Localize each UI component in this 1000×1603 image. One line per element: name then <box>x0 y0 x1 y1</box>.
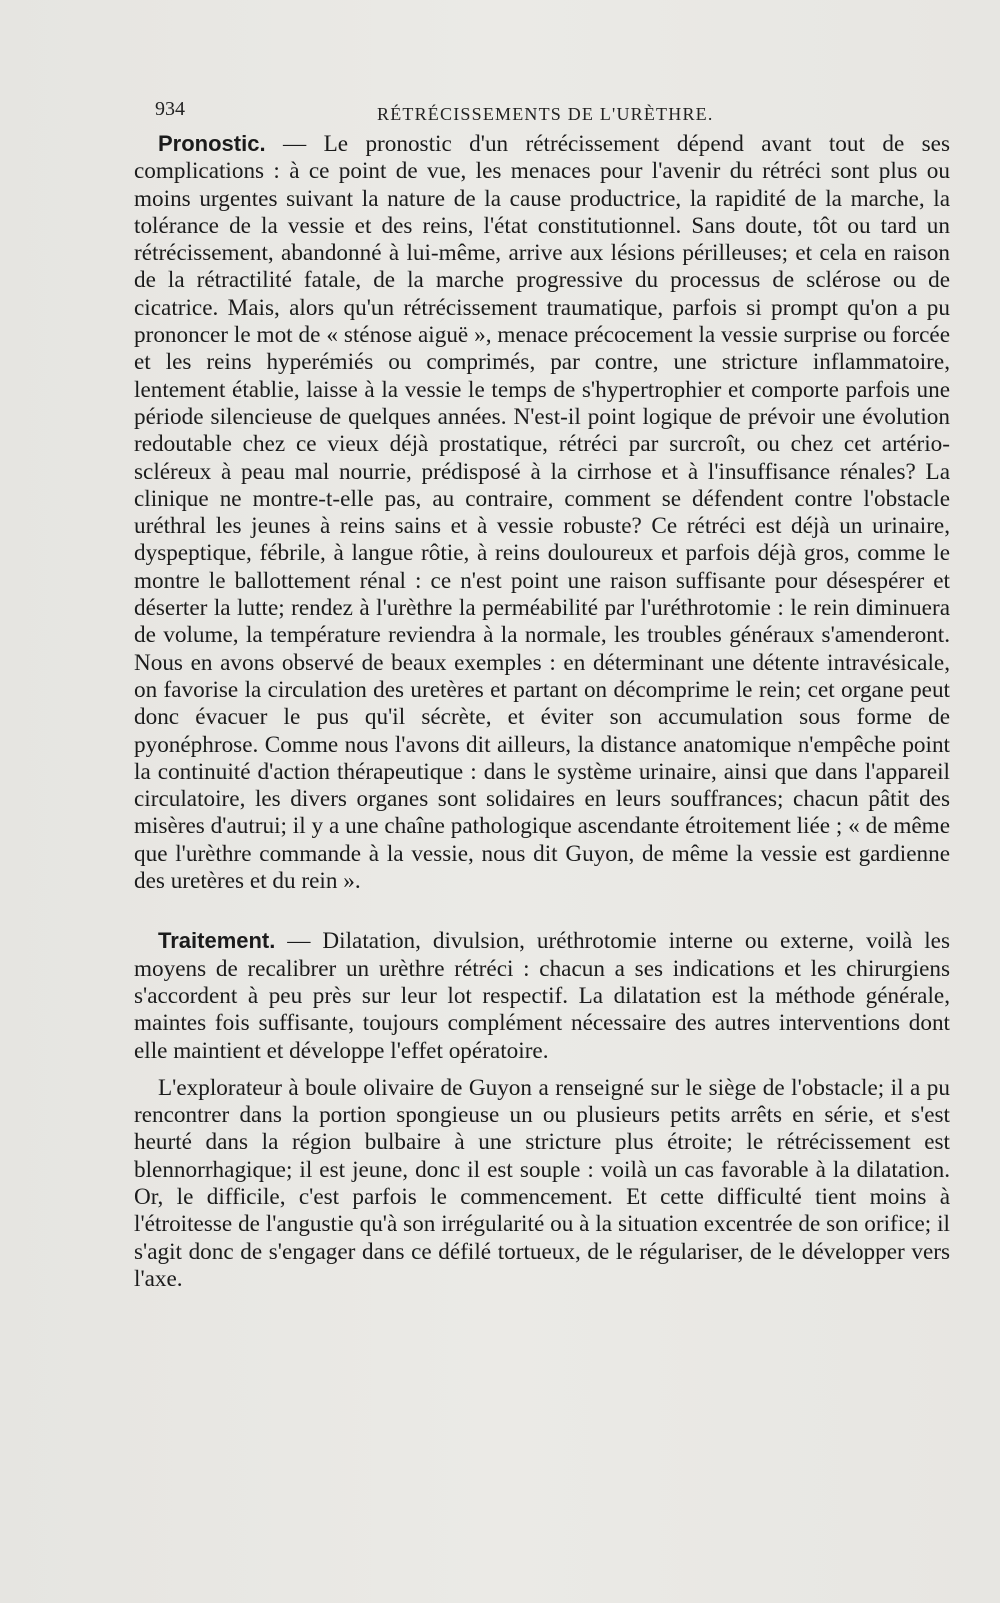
paragraph-spacer <box>134 1065 950 1075</box>
page-number: 934 <box>155 98 185 120</box>
body-text <box>134 130 950 1293</box>
pronostic-text: — Le pronostic d'un rétrécissement dépend avant tout de ses complications : à ce point de vue, les menaces pour l'avenir du rétréci sont plus ou moins urgentes suivant la nature de la cause productrice, la rapidité de la marche, la tolérance de la vessie et des reins, l'état constitutionnel. Sans doute, tôt ou tard un rétrécissement, abandonné à lui-même, arrive aux lésions périlleuses; et cela en raison de la rétractilité fatale, de la marche progressive du processus de sclérose ou de cicatrice. Mais, alors qu'un rétrécissement traumatique, parfois si prompt qu'on a pu prononcer le mot de « sténose aiguë », menace précocement la vessie surprise ou forcée et les reins hyperémiés ou comprimés, par contre, une stricture inflammatoire, lentement établie, laisse à la vessie le temps de s'hypertrophier et comporte parfois une période silencieuse de quelques années. N'est-il point logique de prévoir une évolution redoutable chez ce vieux déjà prostatique, rétréci par surcroît, ou chez cet artério-scléreux à peau mal nourrie, prédisposé à la cirrhose et à l'insuffisance rénales? La clinique ne montre-t-elle pas, au contraire, comment se défendent contre l'obstacle uréthral les jeunes à reins sains et à vessie robuste? Ce rétréci est déjà un urinaire, dyspeptique, fébrile, à langue rôtie, à reins douloureux et parfois déjà gros, comme le montre le ballottement rénal : ce n'est point une raison suffisante pour désespérer et déserter la lutte; rendez à l'urèthre la perméabilité par l'uréthrotomie : le rein diminuera de volume, la température reviendra à la normale, les troubles généraux s'amenderont. Nous en avons observé de beaux exemples : en déterminant une détente intravésicale, on favorise la circulation des uretères et partant on décomprime le rein; cet organe peut donc évacuer le pus qu'il sécrète, et éviter son accumulation sous forme de pyonéphrose. Comme nous l'avons dit ailleurs, la distance anatomique n'empêche point la continuité d'action thérapeutique : dans le système urinaire, ainsi que dans l'appareil circulatoire, les divers organes sont solidaires en leurs souffrances; chacun pâtit des misères d'autrui; il y a une chaîne pathologique ascendante étroitement liée ; « de même que l'urèthre commande à la vessie, nous dit Guyon, de même la vessie est gardienne des uretères et du rein ». <box>134 131 950 895</box>
section-spacer <box>134 895 950 927</box>
pronostic-paragraph <box>134 130 950 895</box>
page-header <box>155 98 750 128</box>
traitement-heading: Traitement. <box>158 928 276 954</box>
running-title: RÉTRÉCISSEMENTS DE L'URÈTHRE. <box>377 104 714 124</box>
pronostic-heading: Pronostic. <box>158 131 266 156</box>
traitement-paragraph <box>134 927 950 1064</box>
traitement-text: — Dilatation, divulsion, uréthrotomie interne ou externe, voilà les moyens de recalibrer un urèthre rétréci : chacun a ses indications et les chirurgiens s'accordent à peu près sur leur lot respectif. La dilatation est la méthode générale, maintes fois suffisante, toujours complément nécessaire des autres interventions dont elle maintient et développe l'effet opératoire. <box>134 928 950 1064</box>
traitement-paragraph-2: L'explorateur à boule olivaire de Guyon a renseigné sur le siège de l'obstacle; il a pu rencontrer dans la portion spongieuse un ou plusieurs petits arrêts en série, et s'est heurté dans la région bulbaire à une stricture plus étroite; le rétrécissement est blennorrhagique; il est jeune, donc il est souple : voilà un cas favorable à la dilatation. Or, le difficile, c'est parfois le commencement. Et cette difficulté tient moins à l'étroitesse de l'angustie qu'à son irrégularité ou à la situation excentrée de son orifice; il s'agit donc de s'engager dans ce défilé tortueux, de le régulariser, de le développer vers l'axe. <box>134 1074 950 1292</box>
